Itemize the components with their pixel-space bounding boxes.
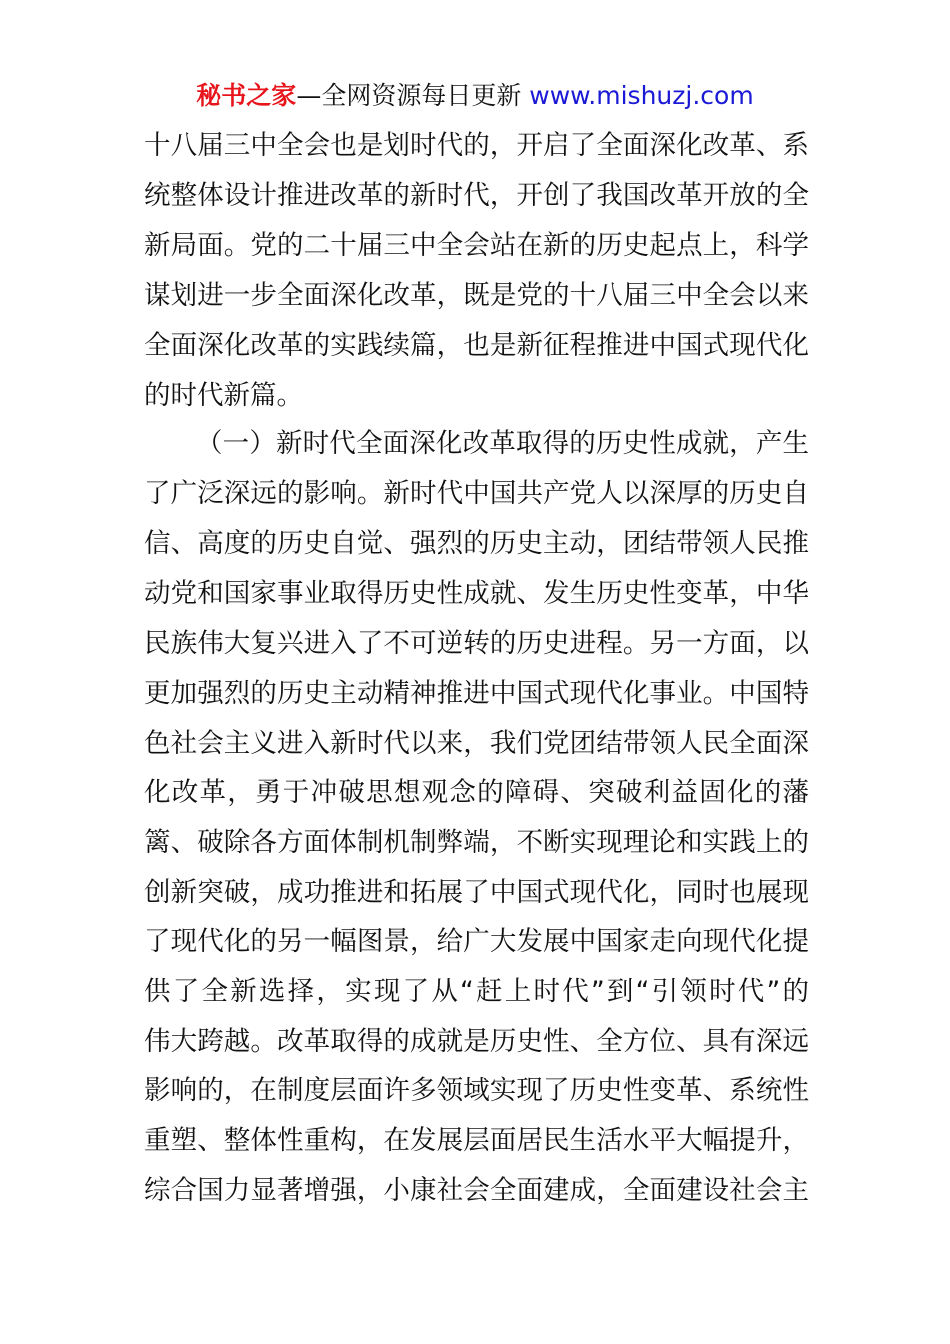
text-line: 统整体设计推进改革的新时代，开创了我国改革开放的全: [144, 180, 809, 211]
section-heading-line: （一）新时代全面深化改革取得的历史性成就，产生: [196, 428, 809, 459]
text-line: 重塑、整体性重构，在发展层面居民生活水平大幅提升，: [144, 1125, 809, 1156]
text-line: 伟大跨越。改革取得的成就是历史性、全方位、具有深远: [144, 1026, 809, 1057]
text-line: 影响的，在制度层面许多领域实现了历史性变革、系统性: [144, 1075, 809, 1106]
text-line: 创新突破，成功推进和拓展了中国式现代化，同时也展现: [144, 877, 809, 908]
text-line: 了广泛深远的影响。新时代中国共产党人以深厚的历史自: [144, 478, 809, 509]
text-line: 新局面。党的二十届三中全会站在新的历史起点上，科学: [144, 230, 809, 261]
text-line: 化改革，勇于冲破思想观念的障碍、突破利益固化的藩: [144, 777, 809, 808]
brand-name: 秘书之家: [196, 81, 297, 110]
text-line: 了现代化的另一幅图景，给广大发展中国家走向现代化提: [144, 926, 809, 957]
text-line: 供了全新选择，实现了从“赶上时代”到“引领时代”的: [144, 976, 809, 1007]
text-line: 谋划进一步全面深化改革，既是党的十八届三中全会以来: [144, 280, 809, 311]
text-line: 的时代新篇。: [144, 380, 303, 411]
text-line: 信、高度的历史自觉、强烈的历史主动，团结带领人民推: [144, 528, 809, 559]
text-line: 民族伟大复兴进入了不可逆转的历史进程。另一方面，以: [144, 628, 809, 659]
text-line: 色社会主义进入新时代以来，我们党团结带领人民全面深: [144, 728, 809, 759]
site-url[interactable]: www.mishuzj.com: [529, 81, 754, 110]
text-line: 更加强烈的历史主动精神推进中国式现代化事业。中国特: [144, 678, 809, 709]
text-line: 全面深化改革的实践续篇，也是新征程推进中国式现代化: [144, 330, 809, 361]
text-line: 综合国力显著增强，小康社会全面建成，全面建设社会主: [144, 1175, 809, 1206]
header-tagline: —全网资源每日更新: [296, 81, 530, 110]
text-line: 篱、破除各方面体制机制弊端，不断实现理论和实践上的: [144, 827, 809, 858]
text-line: 十八届三中全会也是划时代的，开启了全面深化改革、系: [144, 130, 809, 161]
site-header: [0, 76, 950, 116]
text-line: 动党和国家事业取得历史性成就、发生历史性变革，中华: [144, 578, 809, 609]
